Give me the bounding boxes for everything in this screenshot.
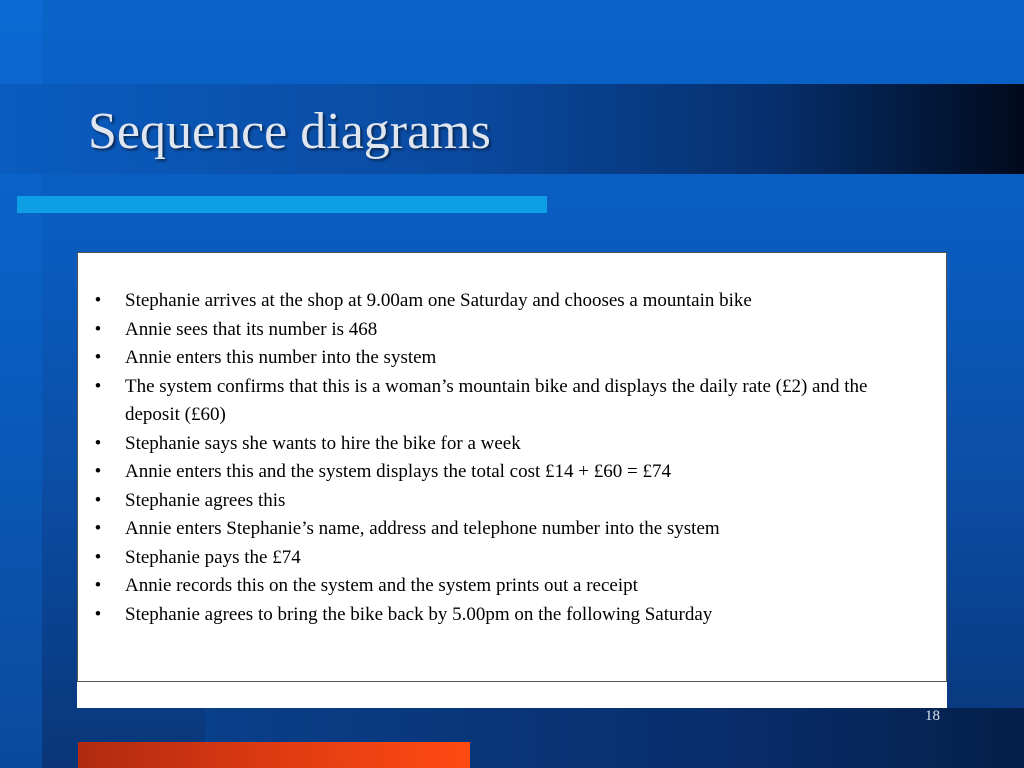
list-item xyxy=(88,430,926,459)
bullet-text: Annie enters this number into the system xyxy=(125,347,437,368)
list-item xyxy=(88,601,926,630)
bullet-text: The system confirms that this is a woman’s mountain bike and displays the daily rate (£2) and the deposit (£60) xyxy=(125,375,868,425)
list-item xyxy=(88,373,926,430)
bullet-text: Stephanie arrives at the shop at 9.00am one Saturday and chooses a mountain bike xyxy=(125,290,752,311)
bullet-list xyxy=(78,253,946,629)
list-item xyxy=(88,487,926,516)
list-item xyxy=(88,544,926,573)
bullet-icon: • xyxy=(94,546,102,568)
bullet-icon: • xyxy=(94,318,102,340)
bullet-icon: • xyxy=(94,461,102,482)
bullet-icon: • xyxy=(94,575,102,596)
page-number: 18 xyxy=(925,708,940,724)
list-item xyxy=(88,515,926,544)
bullet-text: Stephanie says she wants to hire the bike for a week xyxy=(125,432,521,454)
bullet-icon: • xyxy=(94,518,102,539)
bullet-text: Annie records this on the system and the system prints out a receipt xyxy=(125,575,638,596)
bullet-text: Annie sees that its number is 468 xyxy=(125,318,378,340)
list-item xyxy=(88,458,926,487)
orange-accent-bar xyxy=(78,742,470,768)
bullet-text: Stephanie agrees this xyxy=(125,489,286,511)
bullet-icon: • xyxy=(94,375,102,397)
content-box xyxy=(77,252,947,708)
slide-title: Sequence diagrams xyxy=(88,103,491,160)
title-accent-bar xyxy=(17,196,547,213)
list-item xyxy=(88,316,926,345)
bullet-text: Annie enters Stephanie’s name, address and telephone number into the system xyxy=(125,518,720,539)
bullet-icon: • xyxy=(94,603,102,625)
bullet-text: Stephanie pays the £74 xyxy=(125,546,301,568)
list-item xyxy=(88,344,926,373)
bullet-text: Annie enters this and the system displays the total cost £14 + £60 = £74 xyxy=(125,461,671,482)
bullet-icon: • xyxy=(94,489,102,511)
list-item xyxy=(88,287,926,316)
bullet-icon: • xyxy=(94,432,102,454)
content-frame xyxy=(77,252,947,682)
bullet-text: Stephanie agrees to bring the bike back by 5.00pm on the following Saturday xyxy=(125,603,713,625)
bullet-icon: • xyxy=(94,290,102,311)
bullet-icon: • xyxy=(94,347,102,368)
list-item xyxy=(88,572,926,601)
